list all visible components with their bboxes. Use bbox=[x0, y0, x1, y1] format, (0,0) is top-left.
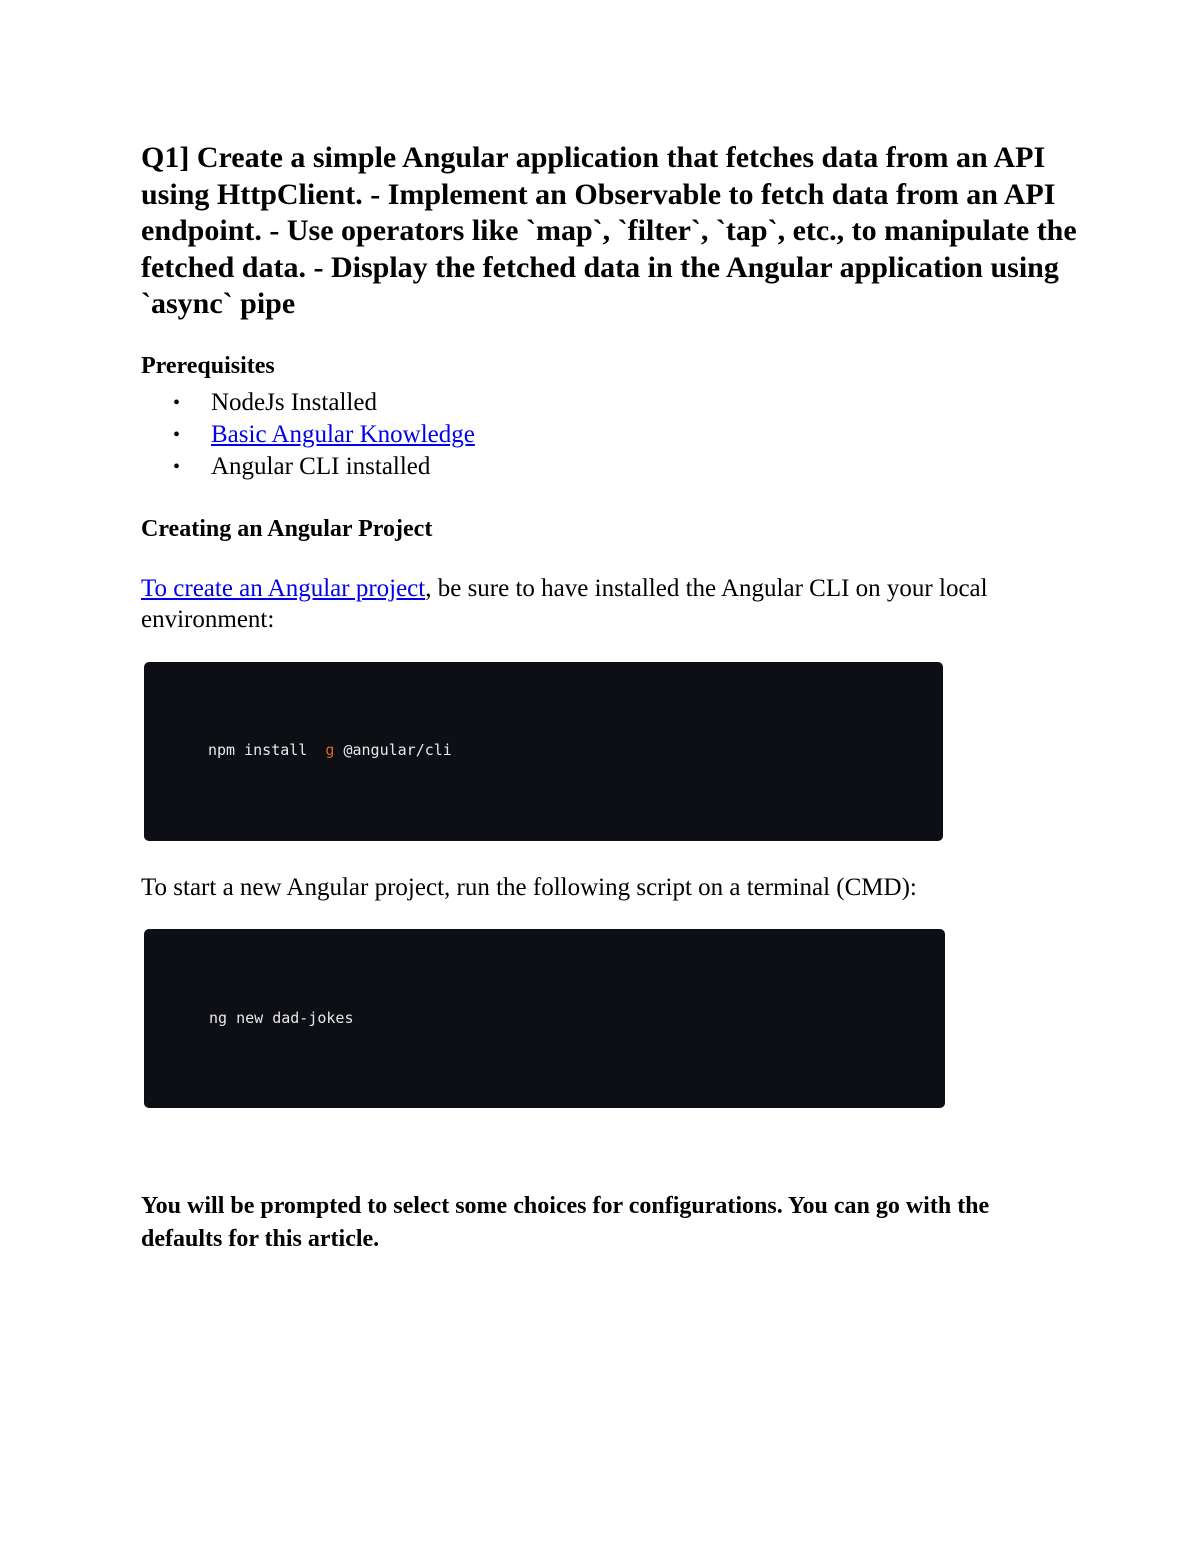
list-item-text: NodeJs Installed bbox=[211, 389, 377, 416]
list-item-text: Angular CLI installed bbox=[211, 453, 431, 480]
code-flag: g bbox=[325, 741, 335, 759]
closing-note: You will be prompted to select some choices for configurations. You can go with the defaults for this article. bbox=[141, 1193, 990, 1252]
list-item bbox=[141, 451, 475, 483]
intro-text: , be sure to have installed the Angular CLI on your local environment: bbox=[141, 575, 988, 633]
start-project-paragraph: To start a new Angular project, run the following script on a terminal (CMD): bbox=[141, 874, 917, 901]
prerequisites-heading: Prerequisites bbox=[141, 353, 275, 379]
code-block-new-project bbox=[144, 929, 945, 1108]
list-item[interactable] bbox=[141, 419, 475, 451]
code-line: ng new dad-jokes bbox=[209, 1009, 354, 1027]
basic-angular-knowledge-link[interactable]: Basic Angular Knowledge bbox=[211, 421, 475, 448]
question-title: Q1] Create a simple Angular application that fetches data from an API using HttpClient. - Implement an Observable to fetch data from an API endpoint. - Use operators like `map`, `filter`, `tap`, etc., to manipulate the fetched data. - Display the fetched data in the Angular application using `async` pipe bbox=[141, 141, 1077, 320]
prerequisites-list bbox=[141, 387, 475, 483]
bullet-icon: • bbox=[173, 456, 181, 478]
code-argument: @angular/cli bbox=[334, 741, 452, 759]
code-line bbox=[208, 741, 452, 759]
intro-paragraph bbox=[141, 573, 1041, 635]
code-block-install bbox=[144, 662, 943, 841]
creating-project-heading: Creating an Angular Project bbox=[141, 516, 433, 542]
list-item bbox=[141, 387, 475, 419]
code-command: npm install bbox=[208, 741, 326, 759]
bullet-icon: • bbox=[173, 392, 181, 414]
bullet-icon: • bbox=[173, 424, 181, 446]
create-angular-project-link[interactable]: To create an Angular project bbox=[141, 575, 426, 602]
